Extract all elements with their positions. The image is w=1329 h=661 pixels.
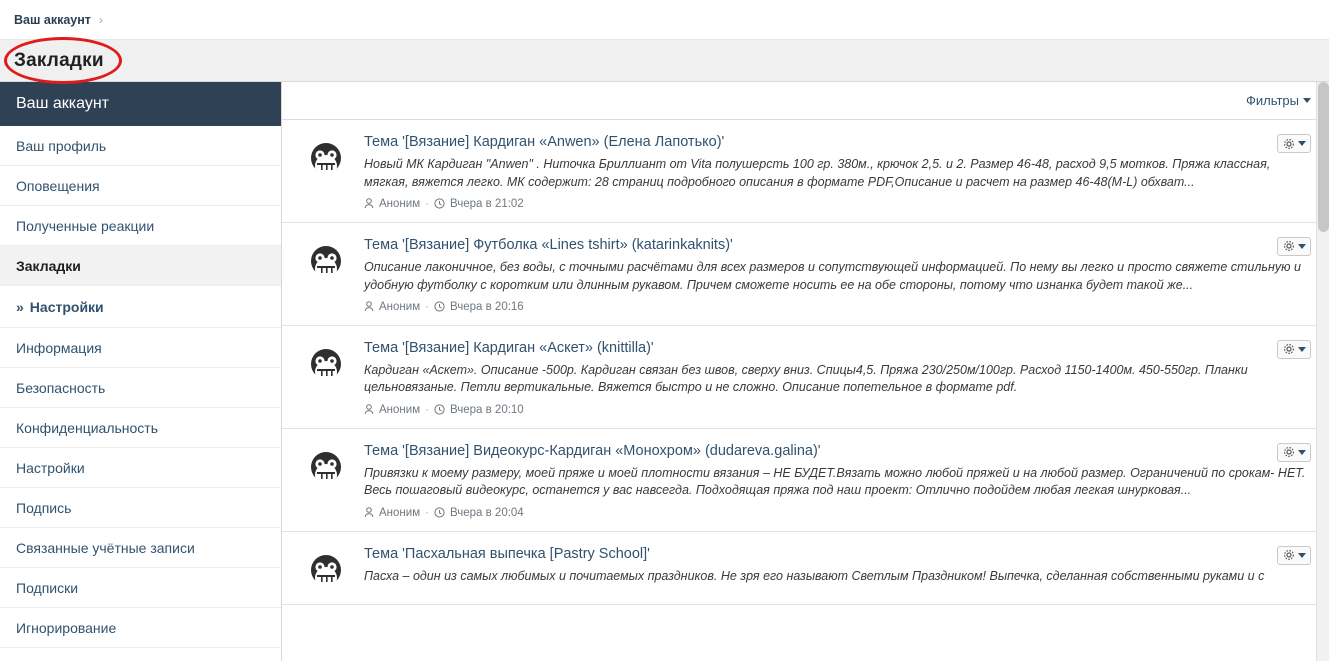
list-item-body bbox=[364, 546, 1311, 593]
bookmark-meta bbox=[364, 404, 1311, 416]
user-icon bbox=[364, 507, 374, 518]
bookmark-title-link[interactable]: Тема '[Вязание] Видеокурс-Кардиган «Монохром» (dudareva.galina)' bbox=[364, 442, 821, 459]
bookmark-time: Вчера в 21:02 bbox=[449, 197, 524, 210]
gear-icon bbox=[1283, 446, 1295, 458]
bookmark-author: Аноним bbox=[379, 506, 421, 519]
bookmark-meta bbox=[364, 301, 1311, 313]
chevron-down-icon bbox=[1298, 141, 1306, 146]
clock-icon bbox=[434, 198, 445, 209]
sidebar-item-ignoring[interactable] bbox=[0, 608, 281, 648]
user-icon bbox=[364, 198, 374, 209]
bookmark-options-button[interactable] bbox=[1277, 237, 1311, 256]
bookmark-author: Аноним bbox=[379, 197, 421, 210]
list-item[interactable] bbox=[282, 120, 1329, 223]
bookmark-snippet: Новый МК Кардиган "Anwen" . Ниточка Бриллиант от Vita полушерсть 100 гр. 380м., крючок 2,5. и 2. Размер 46-48, расход 9,5 мотков. Пряжа классная, мягкая, вяжется легко. МК содержит: 28 страниц подробного описания в формате PDF,Описание и расчет на размер 46-48(M-L) обхват... bbox=[364, 157, 1271, 189]
main-layout bbox=[0, 82, 1329, 661]
sidebar-item-signature[interactable] bbox=[0, 488, 281, 528]
sidebar-item-label: Связанные учётные записи bbox=[16, 539, 195, 556]
user-icon bbox=[364, 301, 374, 312]
sidebar-item-label: Оповещения bbox=[16, 177, 100, 194]
bookmark-time: Вчера в 20:10 bbox=[449, 403, 524, 416]
bookmark-list bbox=[282, 120, 1329, 661]
content-panel bbox=[282, 82, 1329, 661]
bookmark-author: Аноним bbox=[379, 403, 421, 416]
gear-icon bbox=[1283, 240, 1295, 252]
bookmark-time: Вчера в 20:04 bbox=[449, 506, 524, 519]
gear-icon bbox=[1283, 343, 1295, 355]
sidebar-item-label: Ваш профиль bbox=[16, 137, 107, 154]
clock-icon bbox=[434, 404, 445, 415]
sidebar-item-label: Подпись bbox=[16, 499, 72, 516]
double-chevron-right-icon: » bbox=[16, 298, 24, 315]
bookmark-snippet: Привязки к моему размеру, моей пряже и моей плотности вязания – НЕ БУДЕТ.Вязать можно любой пряжей и на любой размер. Ограничений по срокам- НЕТ. Весь пошаговый видеокурс, останется у вас навсегда. Подходящая пряжа под наш проект: Отлично подойдем любая легкая шнурковая... bbox=[364, 466, 1306, 498]
avatar bbox=[304, 445, 348, 489]
bookmark-title-link[interactable]: Тема '[Вязание] Кардиган «Anwen» (Елена Лапотько)' bbox=[364, 134, 725, 150]
bookmark-title-link[interactable]: Тема '[Вязание] Футболка «Lines tshirt» (katarinkaknits)' bbox=[364, 236, 733, 253]
meta-separator: · bbox=[425, 506, 429, 519]
sidebar-item-label: Безопасность bbox=[16, 379, 106, 396]
list-item[interactable] bbox=[282, 532, 1329, 606]
sidebar-item-label: Полученные реакции bbox=[16, 217, 155, 234]
bookmark-options-button[interactable] bbox=[1277, 546, 1311, 565]
filters-button-label: Фильтры bbox=[1245, 93, 1299, 108]
sidebar-item-bookmarks[interactable] bbox=[0, 246, 281, 286]
chevron-down-icon bbox=[1303, 98, 1311, 103]
bookmark-snippet: Описание лаконичное, без воды, с точными расчётами для всех размеров и сопутствующей информацией. По нему вы легко и просто свяжете стильную и удобную футболку с коротким или длинным рукавом. Причем сможете носить ее на обе стороны, потому что изнанка будет такой же... bbox=[364, 260, 1301, 292]
bookmark-title-link[interactable]: Тема 'Пасхальная выпечка [Pastry School]' bbox=[364, 545, 650, 562]
sidebar bbox=[0, 82, 282, 661]
sidebar-item-label: Подписки bbox=[16, 579, 79, 596]
chevron-down-icon bbox=[1298, 553, 1306, 558]
meta-separator: · bbox=[425, 197, 429, 210]
list-item[interactable] bbox=[282, 326, 1329, 429]
filters-button[interactable] bbox=[1246, 93, 1311, 108]
sidebar-item-label: Конфиденциальность bbox=[16, 419, 159, 436]
sidebar-item-label: Закладки bbox=[16, 257, 81, 274]
chevron-down-icon bbox=[1298, 450, 1306, 455]
meta-separator: · bbox=[425, 403, 429, 416]
gear-icon bbox=[1283, 138, 1295, 150]
sidebar-item-subscriptions[interactable] bbox=[0, 568, 281, 608]
meta-separator: · bbox=[425, 300, 429, 313]
clock-icon bbox=[434, 301, 445, 312]
content-toolbar bbox=[282, 82, 1329, 120]
user-icon bbox=[364, 404, 374, 415]
list-item-body bbox=[364, 237, 1311, 313]
sidebar-item-label: Игнорирование bbox=[16, 619, 117, 636]
avatar bbox=[304, 342, 348, 386]
clock-icon bbox=[434, 507, 445, 518]
bookmark-options-button[interactable] bbox=[1277, 134, 1311, 153]
bookmark-title-link[interactable]: Тема '[Вязание] Кардиган «Аскет» (knittilla)' bbox=[364, 339, 654, 356]
sidebar-item-reactions[interactable] bbox=[0, 206, 281, 246]
avatar bbox=[304, 239, 348, 283]
bookmark-options-button[interactable] bbox=[1277, 443, 1311, 462]
sidebar-section-label: Настройки bbox=[29, 298, 104, 315]
sidebar-item-alerts[interactable] bbox=[0, 166, 281, 206]
page-scrollbar[interactable] bbox=[1316, 82, 1329, 661]
page-scrollbar-thumb[interactable] bbox=[1318, 82, 1329, 232]
bookmark-meta bbox=[364, 507, 1311, 519]
page-title-band bbox=[0, 40, 1329, 82]
bookmark-options-button[interactable] bbox=[1277, 340, 1311, 359]
gear-icon bbox=[1283, 549, 1295, 561]
bookmark-author: Аноним bbox=[379, 300, 421, 313]
sidebar-item-security[interactable] bbox=[0, 368, 281, 408]
avatar bbox=[304, 136, 348, 180]
sidebar-section-settings bbox=[0, 286, 281, 328]
page-title: Закладки bbox=[14, 49, 104, 71]
sidebar-item-label: Настройки bbox=[16, 459, 85, 476]
sidebar-item-connected-accounts[interactable] bbox=[0, 528, 281, 568]
list-item-body bbox=[364, 443, 1311, 519]
breadcrumb-item-account[interactable]: Ваш аккаунт bbox=[14, 12, 91, 27]
sidebar-item-preferences[interactable] bbox=[0, 448, 281, 488]
list-item-body bbox=[364, 134, 1311, 210]
sidebar-item-label: Информация bbox=[16, 339, 102, 356]
list-item-body bbox=[364, 340, 1311, 416]
chevron-down-icon bbox=[1298, 347, 1306, 352]
avatar bbox=[304, 548, 348, 592]
bookmark-snippet: Кардиган «Аскет». Описание -500р. Кардиган связан без швов, сверху вниз. Спицы4,5. Пряжа 230/250м/100гр. Расход 1150-1400м. 450-550гр. Планки цельновязаные. Петли вертикальные. Вяжется быстро и не сложно. Описание попетельное в формате pdf. bbox=[364, 363, 1248, 395]
bookmark-meta bbox=[364, 198, 1311, 210]
bookmark-snippet: Пасха – один из самых любимых и почитаемых праздников. Не зря его называют Светлым Праздником! Выпечка, сделанная собственными руками и с bbox=[364, 568, 1265, 583]
list-item[interactable] bbox=[282, 429, 1329, 532]
bookmark-time: Вчера в 20:16 bbox=[449, 300, 524, 313]
list-item[interactable] bbox=[282, 223, 1329, 326]
sidebar-item-information[interactable] bbox=[0, 328, 281, 368]
sidebar-item-profile[interactable] bbox=[0, 126, 281, 166]
breadcrumb-separator-icon: › bbox=[98, 12, 103, 27]
breadcrumb bbox=[0, 0, 1329, 40]
sidebar-item-privacy[interactable] bbox=[0, 408, 281, 448]
chevron-down-icon bbox=[1298, 244, 1306, 249]
sidebar-header: Ваш аккаунт bbox=[0, 82, 281, 126]
